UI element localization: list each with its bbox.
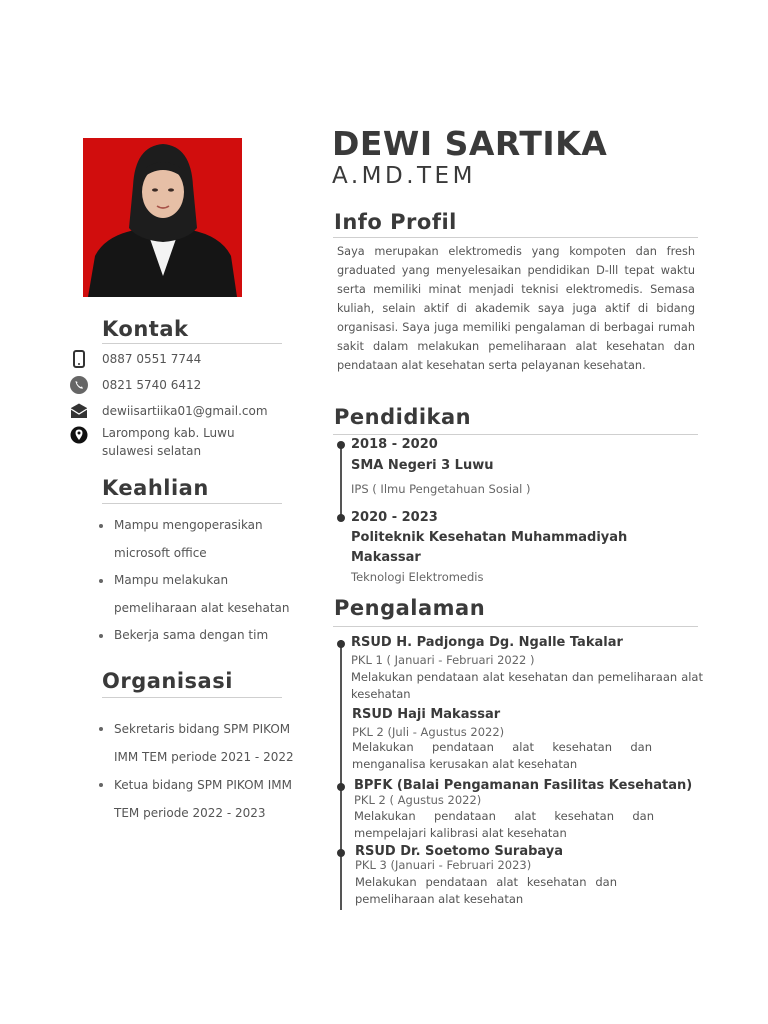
experience-place: RSUD Haji Makassar bbox=[352, 707, 501, 722]
contact-email[interactable]: dewiisartiika01@gmail.com bbox=[102, 404, 268, 418]
skills-divider bbox=[102, 503, 282, 504]
organization-item-continuation: TEM periode 2022 - 2023 bbox=[114, 806, 266, 820]
organization-divider bbox=[102, 697, 282, 698]
experience-place: BPFK (Balai Pengamanan Fasilitas Kesehatan) bbox=[354, 778, 693, 793]
experience-dot bbox=[337, 640, 345, 648]
contact-address-row bbox=[70, 424, 300, 460]
skill-item: Bekerja sama dengan tim bbox=[97, 622, 317, 650]
organization-item: Sekretaris bidang SPM PIKOM bbox=[97, 715, 327, 743]
experience-period: PKL 2 (Juli - Agustus 2022) bbox=[352, 725, 505, 739]
contact-heading: Kontak bbox=[102, 317, 189, 341]
experience-description: Melakukan pendataan alat kesehatan dan pemeliharaan alat kesehatan bbox=[355, 875, 617, 906]
profile-text: Saya merupakan elektromedis yang kompoten dan fresh graduated yang menyelesaikan pendidikan D-lll tepat waktu serta memiliki minat menjadi teknisi elektromedis. Semasa kuliah, selain aktif di akademik saya juga aktif di bidang organisasi. Saya juga memiliki pengalaman di berbagai rumah sakit dalam melakukan pemeliharaan alat kesehatan dan pendataan alat kesehatan serta pelayanan kesehatan. bbox=[337, 245, 695, 372]
education-timeline-line bbox=[340, 444, 342, 516]
person-title: A.MD.TEM bbox=[332, 163, 476, 189]
education-dot bbox=[337, 514, 345, 522]
contact-phone1-row bbox=[70, 350, 300, 368]
experience-period: PKL 2 ( Agustus 2022) bbox=[354, 793, 482, 807]
contact-phone1[interactable]: 0887 0551 7744 bbox=[102, 352, 202, 366]
skill-item-continuation: microsoft office bbox=[114, 545, 207, 560]
phone-icon bbox=[70, 376, 88, 394]
person-name: DEWI SARTIKA bbox=[332, 124, 608, 163]
location-pin-icon bbox=[70, 426, 88, 444]
experience-period: PKL 1 ( Januari - Februari 2022 ) bbox=[351, 653, 535, 667]
profile-divider bbox=[333, 237, 698, 238]
experience-timeline-line bbox=[340, 640, 342, 910]
experience-divider bbox=[333, 626, 698, 627]
mobile-phone-icon bbox=[70, 350, 88, 368]
contact-email-row bbox=[70, 402, 300, 420]
experience-description: Melakukan pendataan alat kesehatan dan menganalisa kerusakan alat kesehatan bbox=[352, 740, 652, 771]
education-major: IPS ( Ilmu Pengetahuan Sosial ) bbox=[351, 482, 531, 496]
contact-address-line1: Larompong kab. Luwu bbox=[102, 426, 235, 440]
organization-list bbox=[97, 715, 327, 827]
education-school: SMA Negeri 3 Luwu bbox=[351, 458, 494, 473]
education-years: 2020 - 2023 bbox=[351, 510, 438, 525]
education-major: Teknologi Elektromedis bbox=[351, 570, 484, 584]
contact-address-line2: sulawesi selatan bbox=[102, 444, 202, 458]
experience-heading: Pengalaman bbox=[334, 596, 486, 620]
organization-item: Ketua bidang SPM PIKOM IMM bbox=[97, 771, 327, 799]
education-school: Politeknik Kesehatan Muhammadiyah bbox=[351, 530, 628, 545]
experience-period: PKL 3 (Januari - Februari 2023) bbox=[355, 858, 532, 872]
experience-dot bbox=[337, 783, 345, 791]
skill-item: Mampu mengoperasikan bbox=[97, 512, 317, 540]
organization-item-continuation: IMM TEM periode 2021 - 2022 bbox=[114, 750, 294, 764]
experience-description: Melakukan pendataan alat kesehatan dan mempelajari kalibrasi alat kesehatan bbox=[354, 809, 654, 840]
experience-description: Melakukan pendataan alat kesehatan dan pemeliharaan alat kesehatan bbox=[351, 670, 703, 701]
contact-phone2[interactable]: 0821 5740 6412 bbox=[102, 378, 202, 392]
education-heading: Pendidikan bbox=[334, 405, 472, 429]
skills-list bbox=[97, 512, 317, 650]
education-divider bbox=[333, 434, 698, 435]
education-dot bbox=[337, 441, 345, 449]
experience-place: RSUD Dr. Soetomo Surabaya bbox=[355, 844, 564, 859]
skills-heading: Keahlian bbox=[102, 476, 209, 500]
skill-item: Mampu melakukan bbox=[97, 567, 317, 595]
envelope-icon bbox=[70, 402, 88, 420]
education-years: 2018 - 2020 bbox=[351, 437, 438, 452]
experience-place: RSUD H. Padjonga Dg. Ngalle Takalar bbox=[351, 635, 623, 650]
profile-heading: Info Profil bbox=[334, 210, 457, 234]
skill-item-continuation: pemeliharaan alat kesehatan bbox=[114, 600, 290, 615]
experience-dot bbox=[337, 849, 345, 857]
profile-photo bbox=[83, 138, 242, 297]
contact-phone2-row bbox=[70, 376, 300, 394]
organization-heading: Organisasi bbox=[102, 669, 233, 693]
education-school-line2: Makassar bbox=[351, 550, 421, 565]
contact-divider bbox=[102, 343, 282, 344]
